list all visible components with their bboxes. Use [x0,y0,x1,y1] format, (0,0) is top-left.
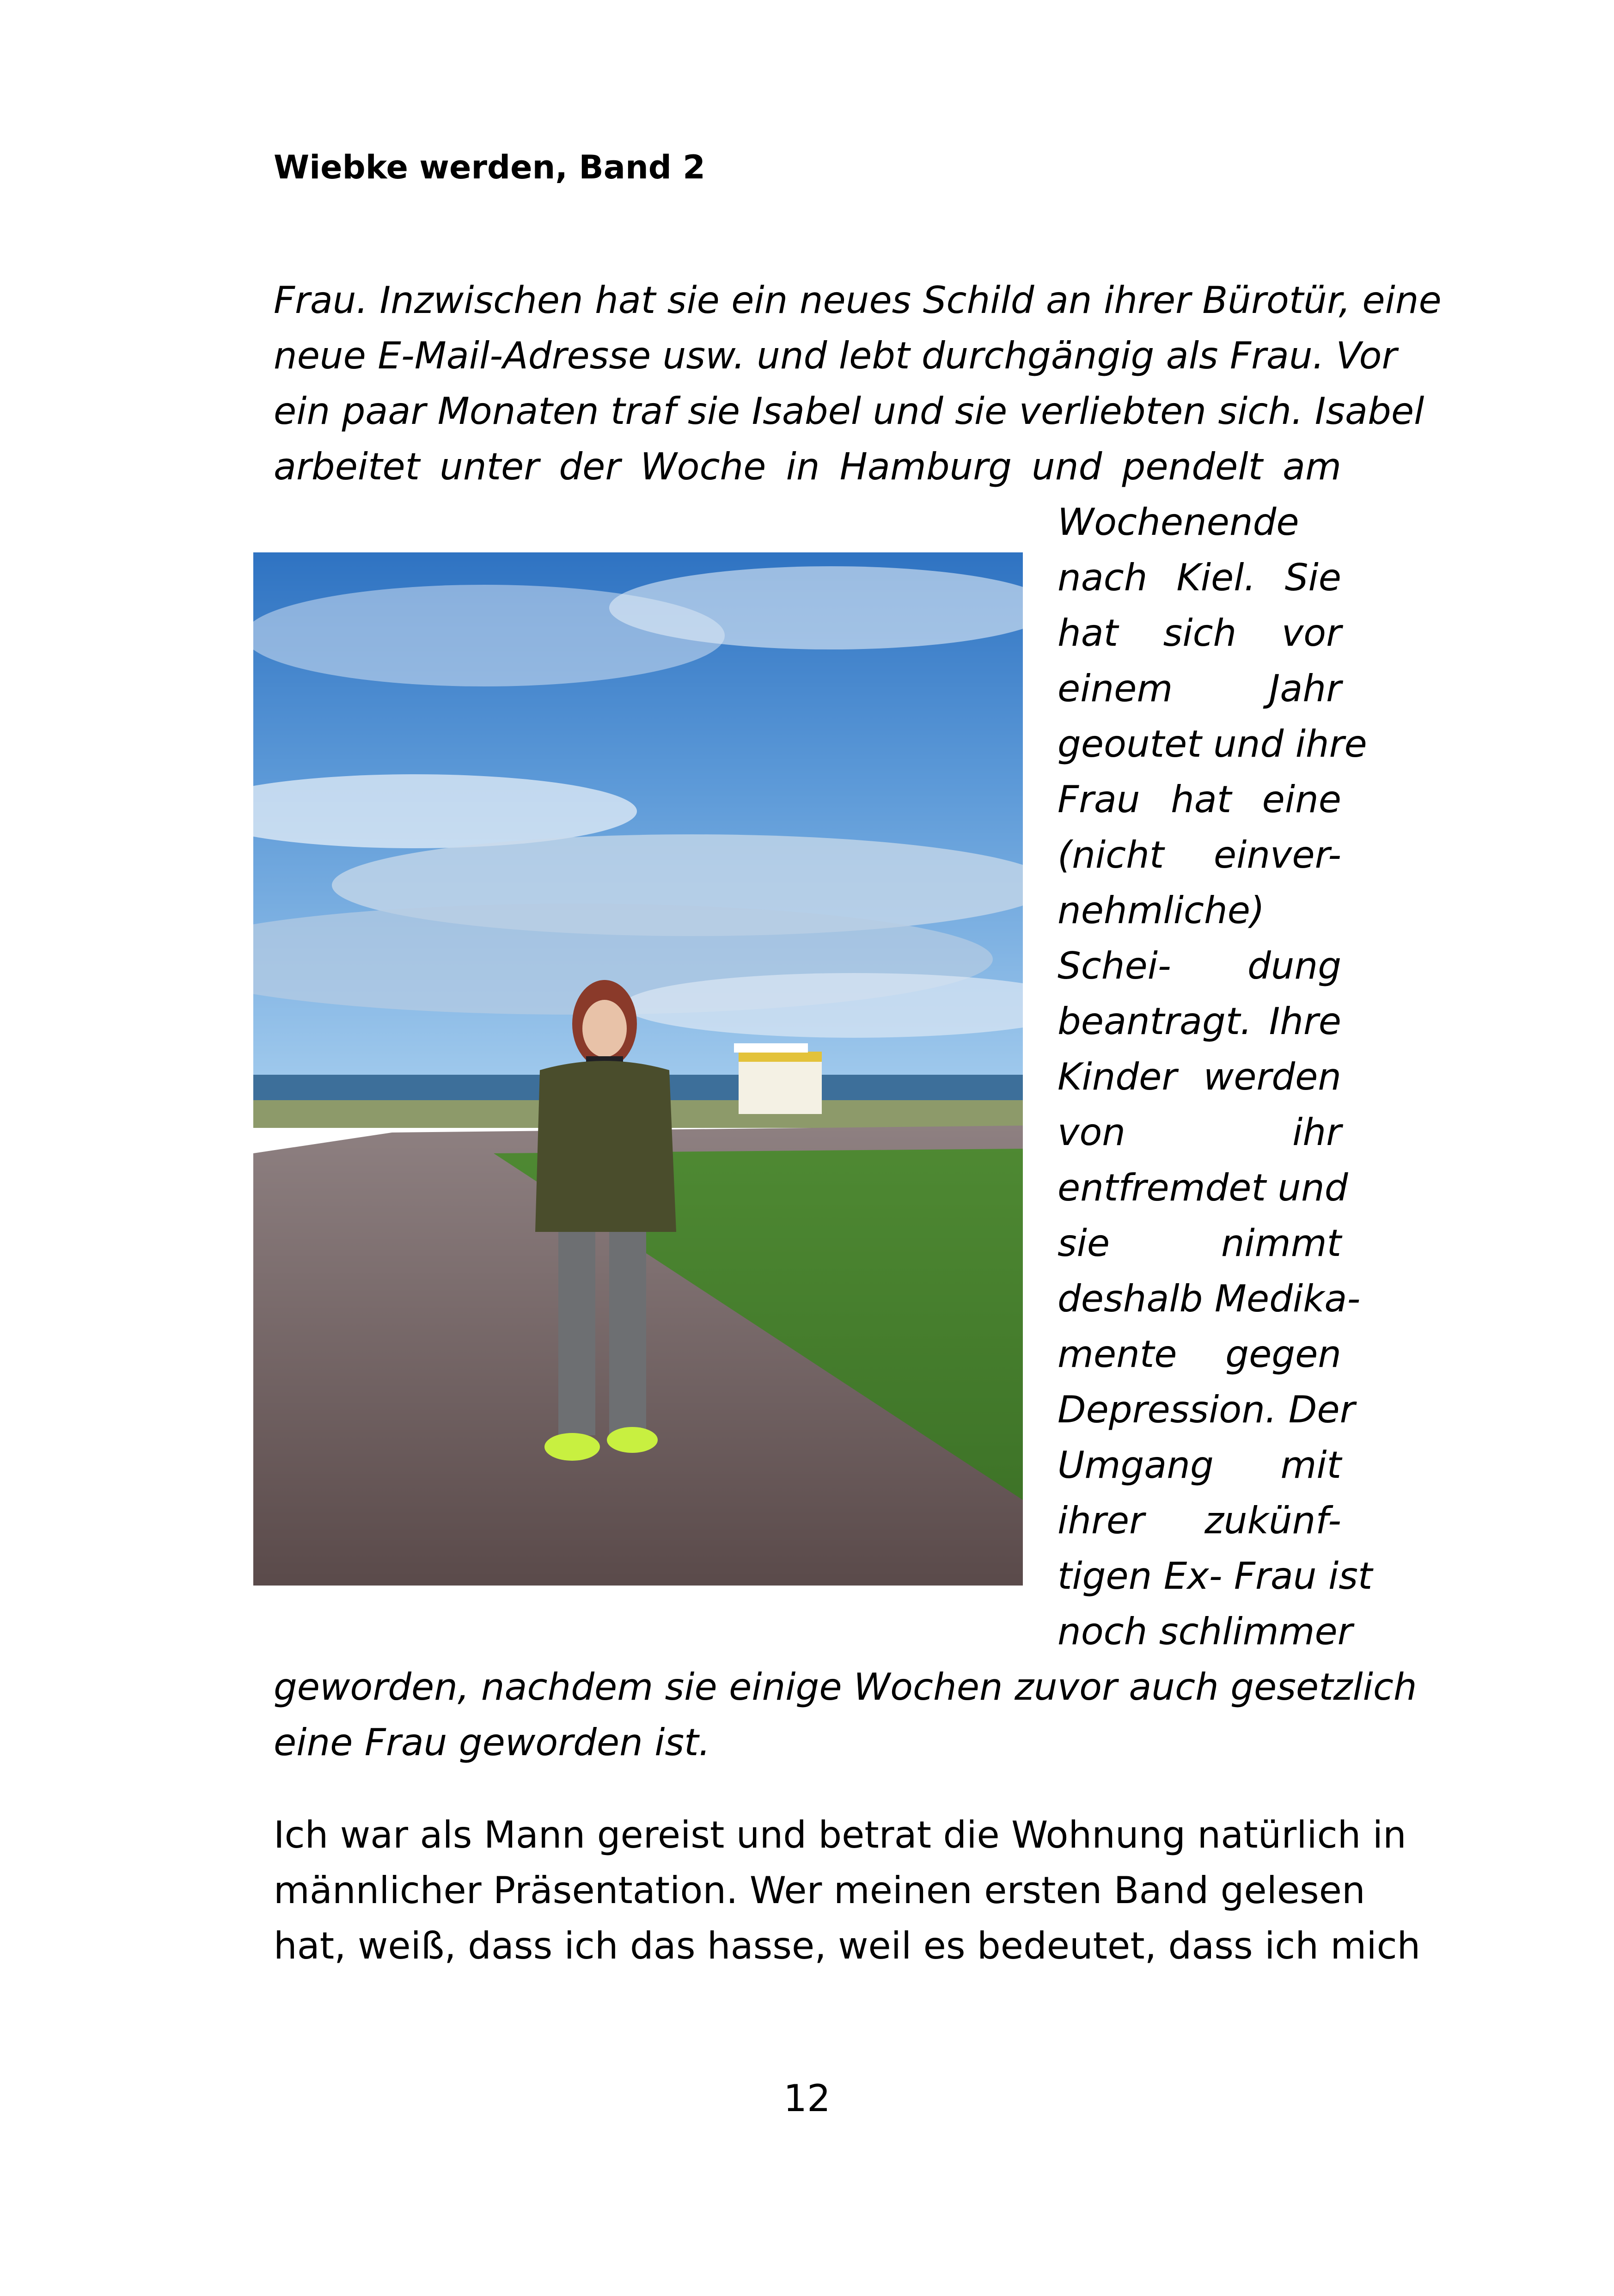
text-line: ein paar Monaten traf sie Isabel und sie verliebten sich. Isabel [274,390,1424,433]
side-text-line: geoutet und ihre [1058,722,1367,765]
text-line: hat, weiß, dass ich das hasse, weil es bedeutet, dass ich mich [274,1924,1421,1967]
side-text-line: von ihr [1058,1111,1341,1154]
side-text-line: Schei- dung [1058,944,1341,987]
side-text-line: hat sich vor [1058,612,1341,655]
text-line: Frau. Inzwischen hat sie ein neues Schild an ihrer Bürotür, eine [274,279,1442,322]
side-text-line: Depression. Der [1058,1388,1355,1431]
text-line: eine Frau geworden ist. [274,1721,710,1764]
text-line: arbeitet unter der Woche in Hamburg und pendelt am [274,445,1341,488]
running-header: Wiebke werden, Band 2 [274,148,705,186]
side-text-line: sie nimmt [1058,1222,1341,1265]
side-text-line: beantragt. Ihre [1058,1000,1341,1043]
side-text-line: Wochenende [1058,501,1299,544]
text-line: geworden, nachdem sie einige Wochen zuvor auch gesetzlich [274,1665,1417,1708]
page-number: 12 [783,2077,831,2120]
side-text-line: Umgang mit [1058,1444,1341,1487]
side-text-line: nach Kiel. Sie [1058,556,1341,599]
side-text-line: noch schlimmer [1058,1610,1353,1653]
side-text-line: Frau hat eine [1058,778,1341,821]
side-text-line: entfremdet und [1058,1166,1348,1209]
beach-photo [253,552,1023,1586]
side-text-line: (nicht einver- [1058,833,1341,876]
side-text-line: mente gegen [1058,1333,1341,1376]
text-line: neue E-Mail-Adresse usw. und lebt durchgängig als Frau. Vor [274,334,1397,377]
photo-illustration [253,552,1023,1586]
text-line: Ich war als Mann gereist und betrat die Wohnung natürlich in [274,1813,1406,1856]
side-text-line: ihrer zukünf- [1058,1499,1341,1542]
text-line: männlicher Präsentation. Wer meinen ersten Band gelesen [274,1869,1365,1912]
side-text-line: tigen Ex- Frau ist [1058,1555,1373,1598]
side-text-line: einem Jahr [1058,667,1341,710]
side-text-line: nehmliche) [1058,889,1265,932]
side-text-line: Kinder werden [1058,1055,1341,1098]
side-text-line: deshalb Medika- [1058,1277,1361,1320]
